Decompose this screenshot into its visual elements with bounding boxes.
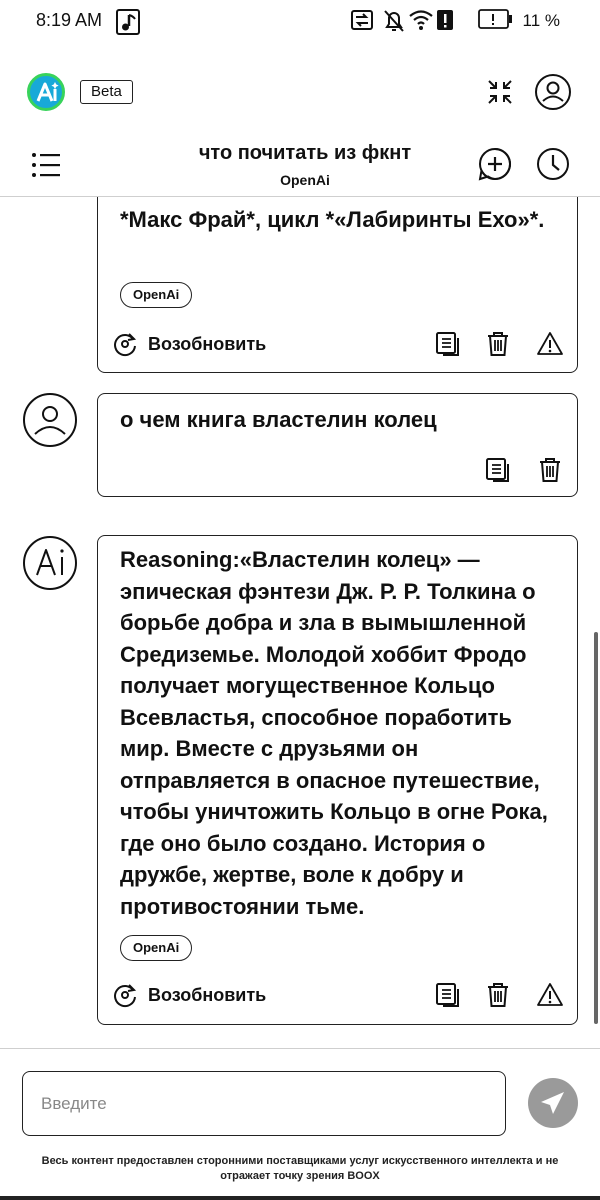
regenerate-button[interactable]	[112, 328, 266, 360]
message-actions	[112, 979, 563, 1011]
message-text: *Макс Фрай*, цикл *«Лабиринты Ехо»*.	[120, 207, 545, 232]
regenerate-icon	[112, 982, 138, 1008]
alert-icon	[436, 8, 454, 32]
regenerate-button[interactable]	[112, 979, 266, 1011]
send-button[interactable]	[528, 1078, 578, 1128]
assistant-avatar-icon	[22, 535, 78, 591]
assistant-message	[97, 535, 578, 1025]
beta-badge: Beta	[80, 80, 133, 104]
status-time: 8:19 AM	[36, 10, 103, 30]
message-input[interactable]	[22, 1071, 506, 1136]
copy-icon[interactable]	[434, 981, 462, 1009]
disclaimer: Весь контент предоставлен сторонними поставщиками услуг искусственного интеллекта и не отражает точку зрения BOOX	[41, 1155, 559, 1182]
model-chip: OpenAi	[120, 282, 192, 308]
app-header	[0, 66, 600, 122]
delete-icon[interactable]	[484, 981, 512, 1009]
copy-icon[interactable]	[484, 456, 512, 484]
chat-model-subtitle: OpenAi	[280, 172, 330, 188]
assistant-message	[97, 197, 578, 373]
nav-bar	[0, 136, 600, 196]
report-icon[interactable]	[536, 981, 564, 1009]
input-divider	[0, 1048, 600, 1049]
regenerate-label: Возобновить	[148, 984, 267, 1005]
wifi-icon	[408, 8, 434, 32]
home-indicator	[0, 1196, 600, 1200]
regenerate-icon	[112, 331, 138, 357]
cast-icon	[350, 8, 374, 32]
music-note-icon	[116, 9, 140, 35]
user-avatar-icon	[22, 392, 78, 448]
message-text: о чем книга властелин колец	[120, 407, 437, 432]
message-text: Reasoning:«Властелин колец» — эпическая фэнтези Дж. Р. Р. Толкина о борьбе добра и зла в вымышленной Средиземье. Молодой хоббит Фродо получает могущественное Кольцо Всевластья, способное поработить мир. Вместе с друзьями он отправляется в опасное путешествие, чтобы уничтожить Кольцо в огне Рока, где оно было создано. История о дружбе, жертве, воле к добру и противостоянии тьме.	[120, 547, 548, 919]
new-chat-icon[interactable]	[477, 146, 513, 182]
menu-icon[interactable]	[30, 150, 62, 180]
history-icon[interactable]	[535, 146, 571, 182]
report-icon[interactable]	[536, 330, 564, 358]
copy-icon[interactable]	[434, 330, 462, 358]
message-actions	[112, 328, 563, 360]
model-chip: OpenAi	[120, 935, 192, 961]
user-message	[97, 393, 578, 497]
delete-icon[interactable]	[484, 330, 512, 358]
chat-title: что почитать из фкнт	[198, 142, 412, 164]
status-bar	[0, 0, 600, 44]
profile-icon[interactable]	[534, 73, 572, 111]
battery-percent: 11 %	[522, 11, 560, 30]
bell-off-icon	[382, 8, 406, 34]
send-icon	[528, 1078, 578, 1128]
battery-icon	[478, 8, 514, 30]
status-icons	[350, 8, 600, 36]
ai-logo-icon	[27, 73, 65, 111]
delete-icon[interactable]	[536, 456, 564, 484]
scrollbar[interactable]	[594, 632, 598, 1024]
chat-area[interactable]	[0, 197, 600, 1047]
regenerate-label: Возобновить	[148, 333, 267, 354]
collapse-icon[interactable]	[486, 78, 514, 106]
